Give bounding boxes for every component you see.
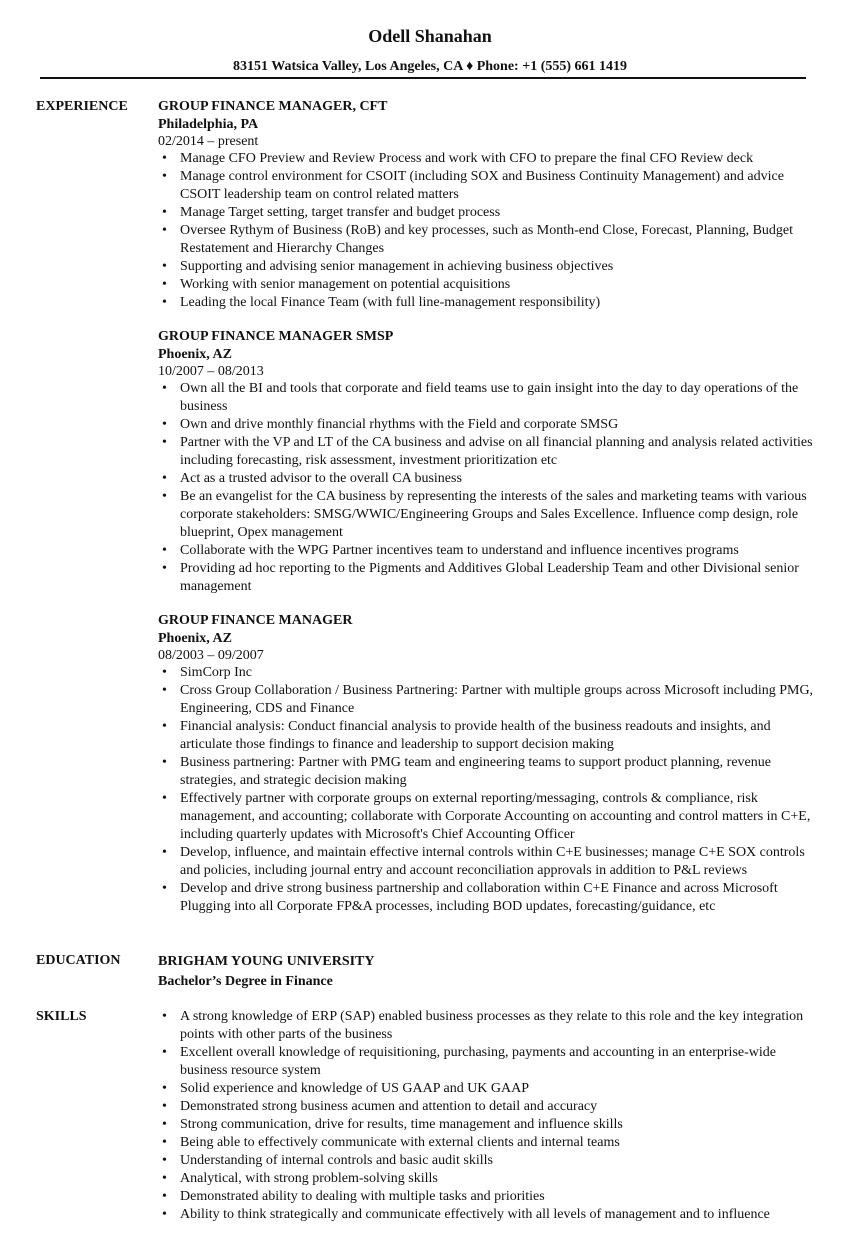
bullet-item: • Be an evangelist for the CA business by representing the interests of the sales and marketing teams with various corporate stakeholders: SMSG/WWIC/Engineering Groups and Sales Excellence. Influence comp design, role blueprint, Opex management [158, 488, 816, 542]
skill-item: • A strong knowledge of ERP (SAP) enabled business processes as they relate to this role and the key integration points with other parts of the business [158, 1008, 816, 1044]
bullet-item: • Own all the BI and tools that corporate and field teams use to gain insight into the day to day operations of the business [158, 380, 816, 416]
bullet-item: • Working with senior management on potential acquisitions [158, 276, 816, 294]
job-entry [158, 328, 816, 596]
skill-item: • Solid experience and knowledge of US GAAP and UK GAAP [158, 1080, 816, 1098]
job-entry [158, 612, 816, 916]
skill-item: • Demonstrated ability to dealing with multiple tasks and priorities [158, 1188, 816, 1206]
skill-item: • Analytical, with strong problem-solving skills [158, 1170, 816, 1188]
job-dates: 08/2003 – 09/2007 [158, 648, 264, 663]
job-location: Phoenix, AZ [158, 347, 232, 362]
skills-section [36, 1008, 816, 1224]
skill-item: • Ability to think strategically and communicate effectively with all levels of management and to influence [158, 1206, 816, 1224]
job-bullets [158, 664, 816, 916]
job-location: Phoenix, AZ [158, 631, 232, 646]
job-dates: 02/2014 – present [158, 134, 259, 149]
job-title: GROUP FINANCE MANAGER [158, 613, 353, 628]
job-entry [158, 98, 816, 312]
bullet-item: • Manage CFO Preview and Review Process and work with CFO to prepare the final CFO Review deck [158, 150, 816, 168]
bullet-item: • Develop and drive strong business partnership and collaboration within C+E Finance and across Microsoft Plugging into all Corporate FP&A processes, including BOD updates, forecasting/guidance, etc [158, 880, 816, 916]
bullet-item: • Cross Group Collaboration / Business Partnering: Partner with multiple groups across Microsoft including PMG, Engineering, CDS and Finance [158, 682, 816, 718]
bullet-item: • Effectively partner with corporate groups on external reporting/messaging, controls & compliance, risk management, and accounting; collaborate with Corporate Accounting on accounting and control matters in C+E, including quarterly updates with Microsoft's Chief Accounting Officer [158, 790, 816, 844]
job-bullets [158, 150, 816, 312]
bullet-item: • Financial analysis: Conduct financial analysis to provide health of the business readouts and insights, and articulate those findings to finance and leadership to support decision making [158, 718, 816, 754]
bullet-item: • Act as a trusted advisor to the overall CA business [158, 470, 816, 488]
job-location: Philadelphia, PA [158, 117, 259, 132]
experience-list [158, 98, 816, 932]
bullet-item: • Partner with the VP and LT of the CA business and advise on all financial planning and analysis related activities including forecasting, risk assessment, investment prioritization etc [158, 434, 816, 470]
job-title: GROUP FINANCE MANAGER SMSP [158, 329, 394, 344]
job-bullets [158, 380, 816, 596]
bullet-item: • Own and drive monthly financial rhythms with the Field and corporate SMSG [158, 416, 816, 434]
bullet-item: • Manage control environment for CSOIT (including SOX and Business Continuity Management) and advice CSOIT leadership team on control related matters [158, 168, 816, 204]
bullet-item: • Leading the local Finance Team (with full line-management responsibility) [158, 294, 816, 312]
experience-section [36, 98, 816, 932]
skill-item: • Excellent overall knowledge of requisitioning, purchasing, payments and accounting in an enterprise-wide business resource system [158, 1044, 816, 1080]
skills-list [158, 1008, 816, 1224]
skill-item: • Demonstrated strong business acumen and attention to detail and accuracy [158, 1098, 816, 1116]
contact-line: 83151 Watsica Valley, Los Angeles, CA ♦ Phone: +1 (555) 661 1419 [232, 59, 628, 74]
skills-list-wrapper [158, 1008, 816, 1224]
resume-body [36, 98, 816, 1224]
section-label-skills: SKILLS [36, 1009, 87, 1024]
bullet-item: • Providing ad hoc reporting to the Pigments and Additives Global Leadership Team and other Divisional senior management [158, 560, 816, 596]
job-dates: 10/2007 – 08/2013 [158, 364, 264, 379]
header-divider [40, 77, 806, 79]
bullet-item: • Develop, influence, and maintain effective internal controls within C+E businesses; manage C+E SOX controls and policies, including journal entry and account reconciliation approvals in addition to P&L reviews [158, 844, 816, 880]
education-entry [158, 952, 816, 992]
job-title: GROUP FINANCE MANAGER, CFT [158, 99, 388, 114]
school-name: BRIGHAM YOUNG UNIVERSITY [158, 954, 375, 969]
section-label-experience: EXPERIENCE [36, 99, 128, 114]
section-label-education: EDUCATION [36, 953, 121, 968]
degree-name: Bachelor’s Degree in Finance [158, 974, 333, 989]
candidate-name: Odell Shanahan [368, 26, 492, 46]
skill-item: • Being able to effectively communicate with external clients and internal teams [158, 1134, 816, 1152]
bullet-item: • Oversee Rythym of Business (RoB) and key processes, such as Month-end Close, Forecast, Planning, Budget Restatement and Hierarchy Changes [158, 222, 816, 258]
bullet-item: • Collaborate with the WPG Partner incentives team to understand and influence incentives programs [158, 542, 816, 560]
skill-item: • Strong communication, drive for results, time management and influence skills [158, 1116, 816, 1134]
bullet-item: • Supporting and advising senior management in achieving business objectives [158, 258, 816, 276]
bullet-item: • Manage Target setting, target transfer and budget process [158, 204, 816, 222]
skill-item: • Understanding of internal controls and basic audit skills [158, 1152, 816, 1170]
bullet-item: • Business partnering: Partner with PMG team and engineering teams to support product planning, revenue strategies, and strategic decision making [158, 754, 816, 790]
education-section [36, 952, 816, 992]
bullet-item: • SimCorp Inc [158, 664, 816, 682]
